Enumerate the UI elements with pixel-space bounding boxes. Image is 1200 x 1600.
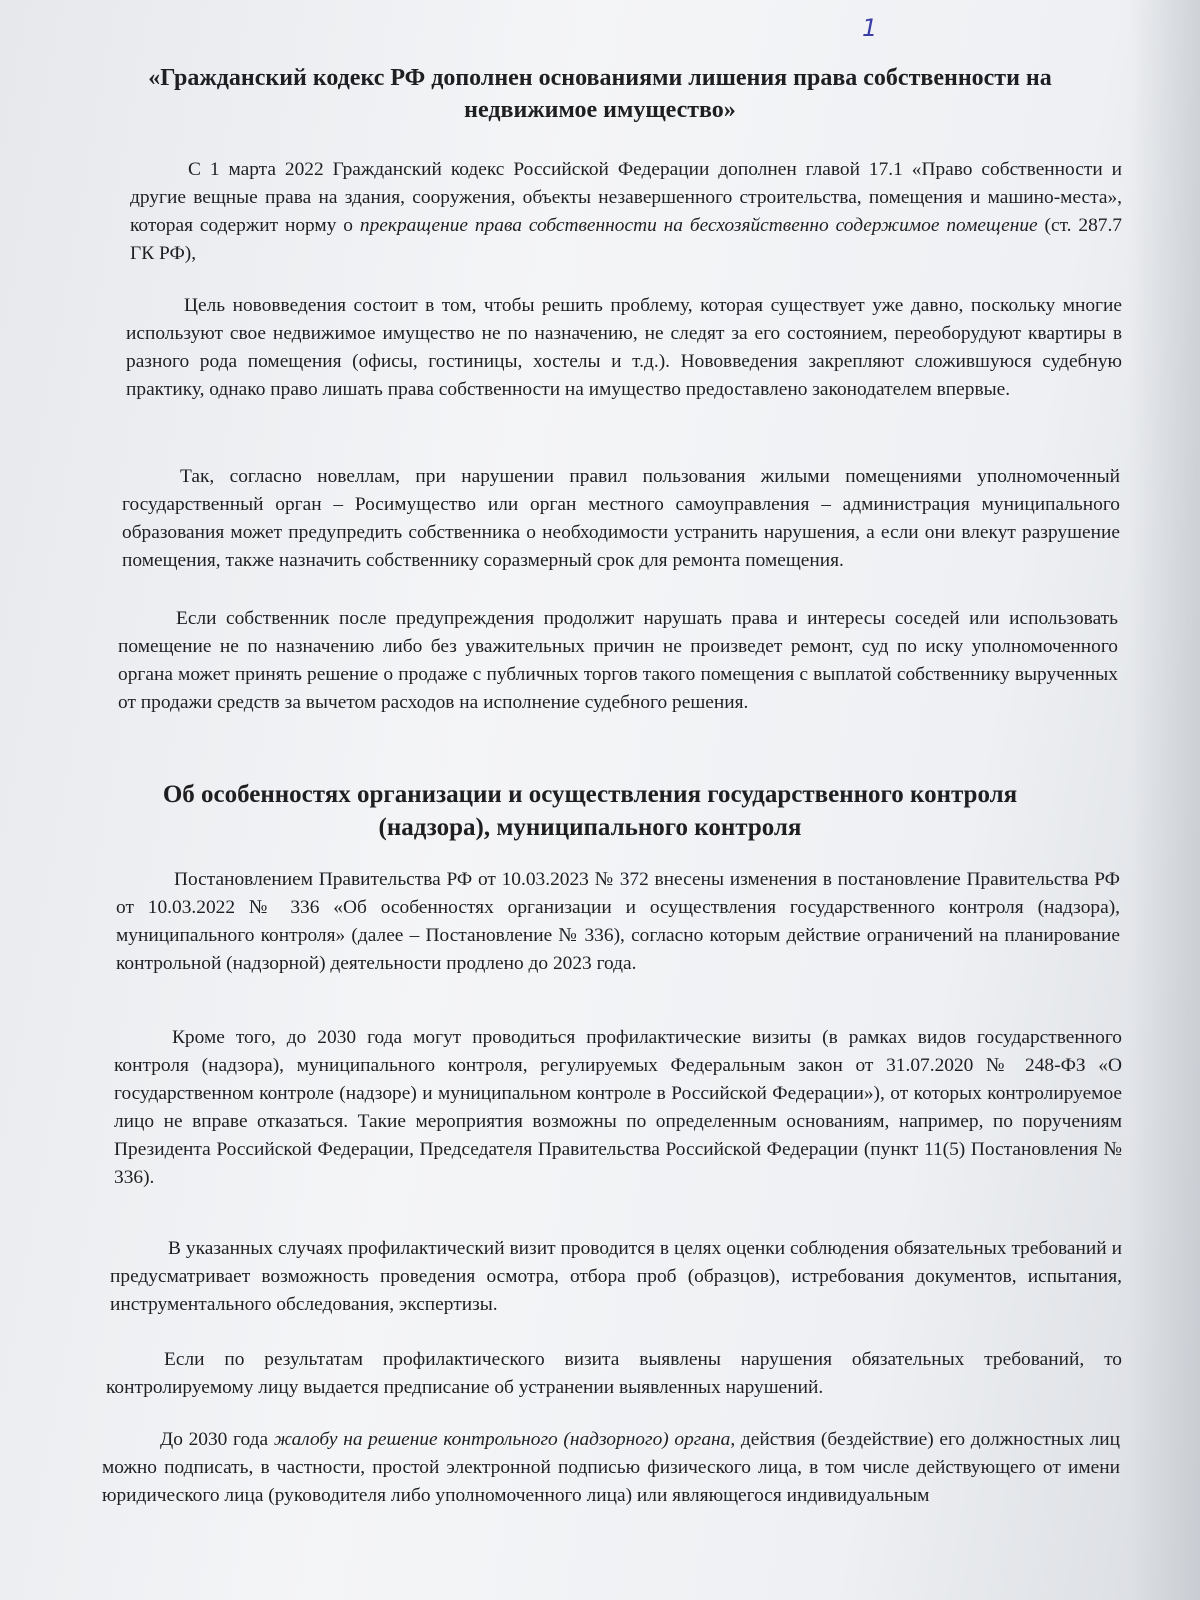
paragraph-6: Кроме того, до 2030 года могут проводиться профилактические визиты (в рамках видов государственного контроля (надзора), муниципального контроля, регулируемых Федеральным закон от 31.07.2020 № 248-ФЗ «О государственном контроле (надзоре) и муниципальном контроле в Российской Федерации»), от которых контролируемое лицо не вправе отказаться. Такие мероприятия возможны по определенным основаниям, например, по поручениям Президента Российской Федерации, Председателя Правительства Российской Федерации (пункт 11(5) Постановления № 336). xyxy=(114,1027,1122,1188)
paragraph-3: Так, согласно новеллам, при нарушении правил пользования жилыми помещениями уполномоченный государственный орган – Росимущество или орган местного самоуправления – администрация муниципального образования может предупредить собственника о необходимости устранить нарушения, а если они влекут разрушение помещения, также назначить собственнику соразмерный срок для ремонта помещения. xyxy=(122,466,1120,571)
page-edge-shadow xyxy=(1130,0,1200,1600)
article-title-1: «Гражданский кодекс РФ дополнен основаниями лишения права собственности на недвижимое имущество» xyxy=(148,65,1052,123)
paragraph-4: Если собственник после предупреждения продолжит нарушать права и интересы соседей или использовать помещение не по назначению либо без уважительных причин не произведет ремонт, суд по иску уполномоченного органа может принять решение о продаже с публичных торгов такого помещения с выплатой собственнику вырученных от продажи средств за вычетом расходов на исполнение судебного решения. xyxy=(118,608,1118,713)
paragraph-5: Постановлением Правительства РФ от 10.03.2023 № 372 внесены изменения в постановление Правительства РФ от 10.03.2022 № 336 «Об особенностях организации и осуществления государственного контроля (надзора), муниципального контроля» (далее – Постановление № 336), согласно которым действие ограничений на планирование контрольной (надзорной) деятельности продлено до 2023 года. xyxy=(116,869,1120,974)
page-number: 1 xyxy=(862,14,878,42)
paragraph-1 xyxy=(130,156,1122,268)
paragraph-8: Если по результатам профилактического визита выявлены нарушения обязательных требований, то контролируемому лицу выдается предписание об устранении выявленных нарушений. xyxy=(106,1349,1122,1398)
paragraph-2: Цель нововведения состоит в том, чтобы решить проблему, которая существует уже давно, поскольку многие используют свое недвижимое имущество не по назначению, не следят за его состоянием, переоборудуют квартиры в разного рода помещения (офисы, гостиницы, хостелы и т.д.). Нововведения закрепляют сложившуюся судебную практику, однако право лишать права собственности на имущество предоставлено законодателем впервые. xyxy=(126,295,1122,400)
paragraph-1-emphasis: прекращение права собственности на бесхозяйственно содержимое помещение xyxy=(359,215,1038,236)
paragraph-7: В указанных случаях профилактический визит проводится в целях оценки соблюдения обязательных требований и предусматривает возможность проведения осмотра, отбора проб (образцов), истребования документов, испытания, инструментального обследования, экспертизы. xyxy=(110,1238,1122,1315)
paragraph-1-text-c: (ст. 287.7 ГК РФ), xyxy=(130,215,1122,264)
article-title-2: Об особенностях организации и осуществления государственного контроля (надзора), муниципального контроля xyxy=(162,781,1018,841)
paragraph-9-emphasis: жалобу на решение контрольного (надзорного) органа xyxy=(273,1429,731,1450)
paragraph-1-text-a: С 1 марта 2022 Гражданский кодекс Российской Федерации дополнен главой 17.1 «Право собственности и другие вещные права на здания, сооружения, объекты незавершенного строительства, помещения и машино-места», которая содержит норму о xyxy=(130,159,1122,236)
paragraph-9 xyxy=(102,1426,1120,1510)
paragraph-9-text-a: До 2030 года xyxy=(160,1429,274,1450)
paragraph-9-text-c: , действия (бездействие) его должностных лиц можно подписать, в частности, простой электронной подписью физического лица, в том числе действующего от имени юридического лица (руководителя либо уполномоченного лица) или являющегося индивидуальным xyxy=(102,1429,1121,1506)
